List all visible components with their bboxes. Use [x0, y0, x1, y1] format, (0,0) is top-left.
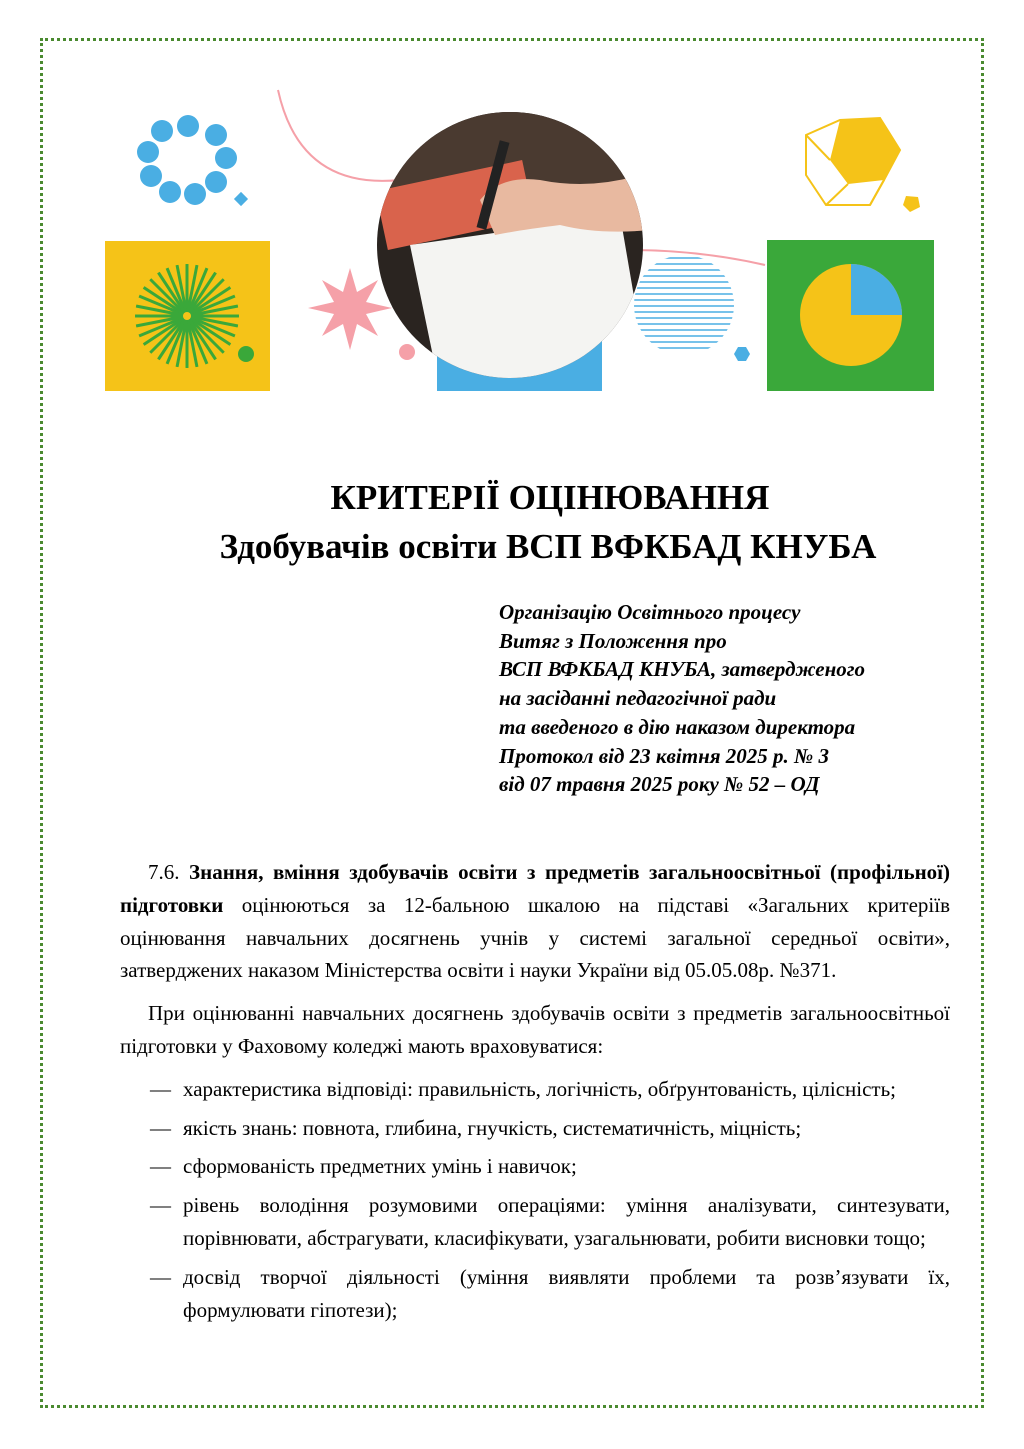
list-item: — характеристика відповіді: правильність, логічність, обґрунтованість, цілісність;	[120, 1073, 950, 1106]
list-item: — сформованість предметних умінь і навичок;	[120, 1150, 950, 1183]
section-number: 7.6.	[148, 860, 180, 884]
header-illustration	[0, 0, 1024, 420]
paragraph-text: оцінюються за 12-бальною шкалою на підставі «Загальних критеріїв оцінювання навчальних досягнень учнів у системі загальної середньої освіти», затверджених наказом Міністерства освіти і науки України від 05.05.08р. №371.	[120, 892, 950, 983]
document-body	[120, 856, 950, 1332]
page-title: КРИТЕРІЇ ОЦІНЮВАННЯ	[330, 478, 770, 517]
blue-dot-ring-icon	[137, 115, 248, 206]
reference-line: Протокол від 23 квітня 2025 р. № 3	[499, 743, 830, 768]
striped-circle-icon	[630, 258, 740, 348]
yellow-small-shape	[903, 196, 920, 212]
dash-bullet: —	[150, 1264, 171, 1289]
list-item: — рівень володіння розумовими операціями: уміння аналізувати, синтезувати, порівнювати, абстрагувати, класифікувати, узагальнювати, робити висновки тощо;	[120, 1189, 950, 1255]
list-item: — якість знань: повнота, глибина, гнучкість, систематичність, міцність;	[120, 1112, 950, 1145]
pink-dot	[399, 344, 415, 360]
dash-bullet: —	[150, 1115, 171, 1140]
page-subtitle: Здобувачів освіти ВСП ВФКБАД КНУБА	[219, 527, 877, 566]
reference-line: Організацію Освітнього процесу	[499, 600, 801, 624]
pie-chart-icon	[800, 264, 902, 366]
reference-line: на засіданні педагогічної ради	[499, 686, 777, 711]
dash-bullet: —	[150, 1154, 171, 1179]
dash-bullet: —	[150, 1076, 171, 1101]
yellow-polyhedron-icon	[806, 118, 900, 205]
list-item: — досвід творчої діяльності (уміння виявляти проблеми та розв’язувати їх, формулювати гіпотези);	[120, 1261, 950, 1327]
document-reference	[499, 598, 865, 799]
dash-bullet: —	[150, 1193, 171, 1218]
paragraph-7-6	[120, 856, 950, 987]
reference-line: Витяг з Положення про	[499, 628, 727, 653]
blue-small-hexagon	[734, 347, 750, 361]
reference-line: від 07 травня 2025 року № 52 – ОД	[499, 772, 820, 797]
bold-phrase: Знання, вміння здобувачів освіти з предметів загальноосвітньої (профільної) підготовки	[120, 860, 951, 917]
reference-line: та введеного в дію наказом директора	[499, 714, 856, 739]
reference-line: ВСП ВФКБАД КНУБА, затвердженого	[499, 657, 866, 682]
green-dot	[238, 346, 254, 362]
paragraph-criteria-intro: При оцінюванні навчальних досягнень здобувачів освіти з предметів загальноосвітньої підготовки у Фаховому коледжі мають враховуватися:	[120, 1001, 950, 1058]
pink-star-icon	[308, 268, 392, 350]
